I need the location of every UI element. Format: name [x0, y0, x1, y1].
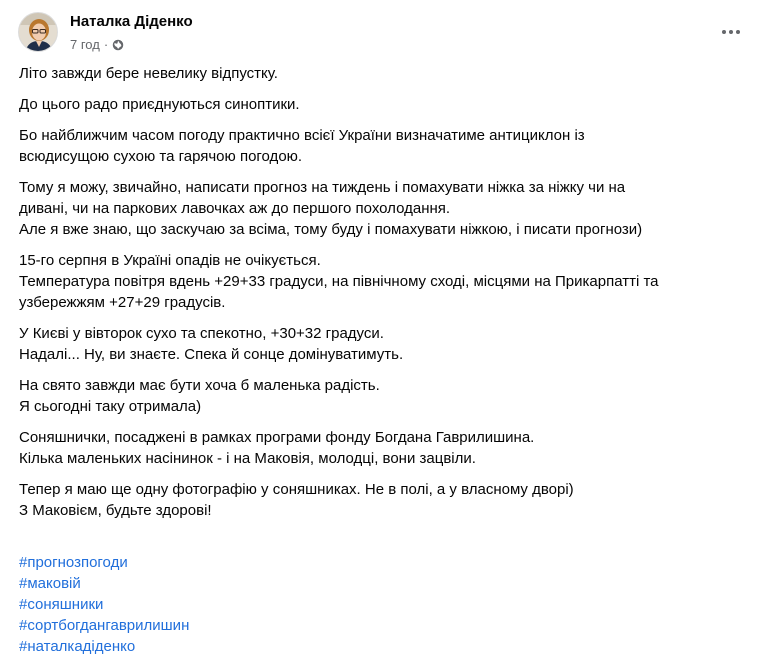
hashtag-link[interactable]: #соняшники [19, 596, 104, 613]
post-paragraph: До цього радо приєднуються синоптики. [19, 96, 300, 113]
hashtag-link[interactable]: #наталкадіденко [19, 638, 136, 655]
post-paragraph: На свято завжди має бути хоча б маленька радість. Я сьогодні таку отримала) [19, 377, 380, 415]
more-options-icon [722, 30, 726, 34]
more-options-icon-dot [736, 30, 740, 34]
more-options-icon-dot [729, 30, 733, 34]
avatar-photo [19, 13, 58, 52]
post-paragraph: Літо завжди бере невелику відпустку. [19, 65, 278, 82]
post-meta [70, 37, 124, 52]
hashtag-list [19, 531, 749, 657]
post-header [18, 12, 747, 56]
meta-separator: · [103, 37, 109, 52]
post-paragraph: Тому я можу, звичайно, написати прогноз на тиждень і помахувати ніжка за ніжку чи на дивані, чи на паркових лавочках аж до першого похолодання. Але я вже знаю, що заскучаю за всіма, тому буду і помахувати ніжкою, і писати прогнози) [19, 179, 643, 238]
hashtag-link[interactable]: #маковій [19, 575, 81, 592]
post-paragraph: Тепер я маю ще одну фотографію у соняшниках. Не в полі, а у власному дворі) З Маковієм, будьте здорові! [19, 481, 574, 519]
hashtag-link[interactable]: #прогнозпогоди [19, 554, 128, 571]
post-paragraph: Бо найближчим часом погоду практично всієї України визначатиме антициклон із всюдисущою сухою та гарячою погодою. [19, 127, 585, 165]
post-paragraph: 15-го серпня в Україні опадів не очікується. Температура повітря вдень +29+33 градуси, на північному сході, місцями на Прикарпатті та узбережжям +27+29 градусів. [19, 252, 659, 311]
more-options-button[interactable] [715, 16, 747, 48]
globe-icon[interactable] [112, 39, 124, 51]
post-paragraph: У Києві у вівторок сухо та спекотно, +30+32 градуси. Надалі... Ну, ви знаєте. Спека й сонце домінуватимуть. [19, 325, 404, 363]
post-timestamp[interactable]: 7 год [70, 37, 100, 52]
author-name[interactable]: Наталка Діденко [70, 13, 193, 30]
hashtag-link[interactable]: #сортбогдангаврилишин [19, 617, 190, 634]
avatar[interactable] [18, 12, 58, 52]
post-paragraph: Соняшнички, посаджені в рамках програми фонду Богдана Гаврилишина. Кілька маленьких насінинок - і на Маковія, молодці, вони зацвіли. [19, 429, 535, 467]
post-body [19, 63, 749, 667]
